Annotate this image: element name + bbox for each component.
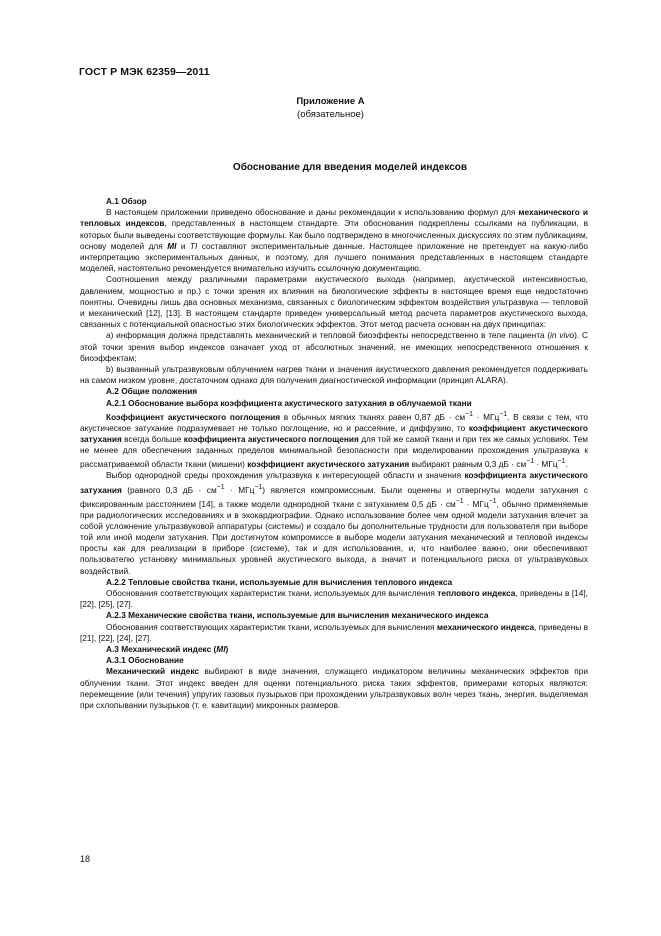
subsection-heading-a2-3: А.2.3 Механические свойства ткани, используемые для вычисления механического индекса [106,610,489,621]
section-heading-a3: А.3 Механический индекс (MI) [106,643,229,654]
list-item-a: а) информация должна представлять механический и тепловой биоэффекты непосредственно в теле пациента (in vivo). С этой точки зрения выбор индексов означает уход от абсолютных значений, не имеющих непосредственного отношения к биоэффектам; [80,330,588,363]
paragraph-a2-1-2: Выбор однородной среды прохождения ультразвука к интересующей области и значения коэффициента акустического затухания (равного 0,3 дБ · $см^{-1} \cdot МГц^{-1}$) является компромиссным. Были оценены и отвергнуты модели затухания с фиксированным расстоянием [14], а также модели однородной ткани с затуханием 0,5 дБ · $см^{-1} \cdot МГц^{-1}$, обычно применяемые при радиологических исследованиях и в эхокардиографии. Однако использование более чем одной модели затухания влечет за собой усложнение ультразвуковой аппаратуры (системы) и создало бы дополнительные трудности для пользователя при выборе той или иной модели затухания. При достигнутом компромиссе в выборе модели затухания механический и тепловой индексы просты как для реализации в приборе (системе), так и для использования, и, что наиболее важно, они обеспечивают пользователю установку минимальных уровней акустического выхода, а значит и потенциального риска от ультразвуковых воздействий. [80,470,589,576]
paragraph-a2-3: Обоснования соответствующих характеристик ткани, используемых для вычисления механического индекса, приведены в [21], [22], [24], [27]. [80,621,588,643]
document-code: ГОСТ Р МЭК 62359—2011 [79,66,210,78]
section-heading-a2: А.2 Общие положения [106,386,198,397]
document-body [80,196,588,711]
paragraph-a3-1: Механический индекс выбирают в виде значения, служащего индикатором величины механических эффектов при облучении ткани. Этот индекс введен для оценки потенциального риска таких эффектов, примерами которых являются: перемещение (или течения) упругих газовых пузырьков при прохождении ультразвуковых волн через ткань, энергия, выделяемая при схлопывании пузырьков (т. е. кавитации) микронных размеров. [80,666,588,710]
list-item-b: b) вызванный ультразвуковым облучением нагрев ткани и значения акустического давления рекомендуется поддерживать на самом низком уровне, достаточном однако для получения диагностической информации (принцип ALARA). [80,364,588,386]
paragraph-a1-1: В настоящем приложении приведено обоснование и даны рекомендации к использованию формул для механического и тепловых индексов, представленных в настоящем стандарте. Эти обоснования подкреплены ссылками на публикации, в которых были выведены соответствующие формулы. Как было подтверждено в многочисленных дискуссиях по этим публикациям, основу моделей для MI и TI составляют экспериментальные данные. Настоящее приложение не претендует на какую-либо интерпретацию экспериментальных данных, и поэтому, для лучшего понимания представленных в настоящем стандарте моделей, настоятельно рекомендуется внимательно изучить ссылочную документацию. [80,207,589,274]
paragraph-a2-1-1: Коэффициент акустического поглощения в обычных мягких тканях равен 0,87 дБ · $см^{-1} \cdot МГц^{-1}$. В связи с тем, что акустическое затухание подразумевает не только поглощение, но и рассеяние, и диффузию, то коэффициент акустического затухания всегда больше коэффициента акустического поглощения для той же самой ткани и при тех же самых условиях. Тем не менее для обеспечения заданных пределов минимальной безопасности при моделировании прохождения ультразвука к рассматриваемой области ткани (мишени) коэффициент акустического затухания выбирают равным 0,3 дБ · $см^{-1} \cdot МГц^{-1}$. [80,410,589,470]
page-number: 18 [80,854,91,864]
annex-status: (обязательное) [297,109,364,120]
paragraph-a1-2: Соотношения между различными параметрами акустического выхода (например, акустической интенсивностью, давлением, мощностью и пр.) с точки зрения их влияния на биологические эффекты в настоящее время еще недостаточно понятны. Очевидны лишь два основных механизма, связанных с биологическим эффектом воздействия ультразвука — тепловой и механический [12], [13]. В настоящем стандарте приведен универсальный метод расчета параметров акустического выхода, связанных с потенциальной опасностью этих биологических эффектов. Этот метод расчета основан на двух принципах: [80,274,588,330]
annex-label: Приложение А [296,96,365,107]
subsection-heading-a2-1: А.2.1 Обоснование выбора коэффициента акустического затухания в облучаемой ткани [106,397,472,408]
paragraph-a2-2: Обоснования соответствующих характеристик ткани, используемых для вычисления теплового индекса, приведены в [14], [22], [25], [27]. [80,587,588,610]
annex-title: Обоснование для введения моделей индексов [232,162,468,173]
subsection-heading-a2-2: А.2.2 Тепловые свойства ткани, используемые для вычисления теплового индекса [106,576,453,587]
section-heading-a1: А.1 Обзор [106,196,147,206]
subsection-heading-a3-1: А.3.1 Обоснование [106,655,184,666]
